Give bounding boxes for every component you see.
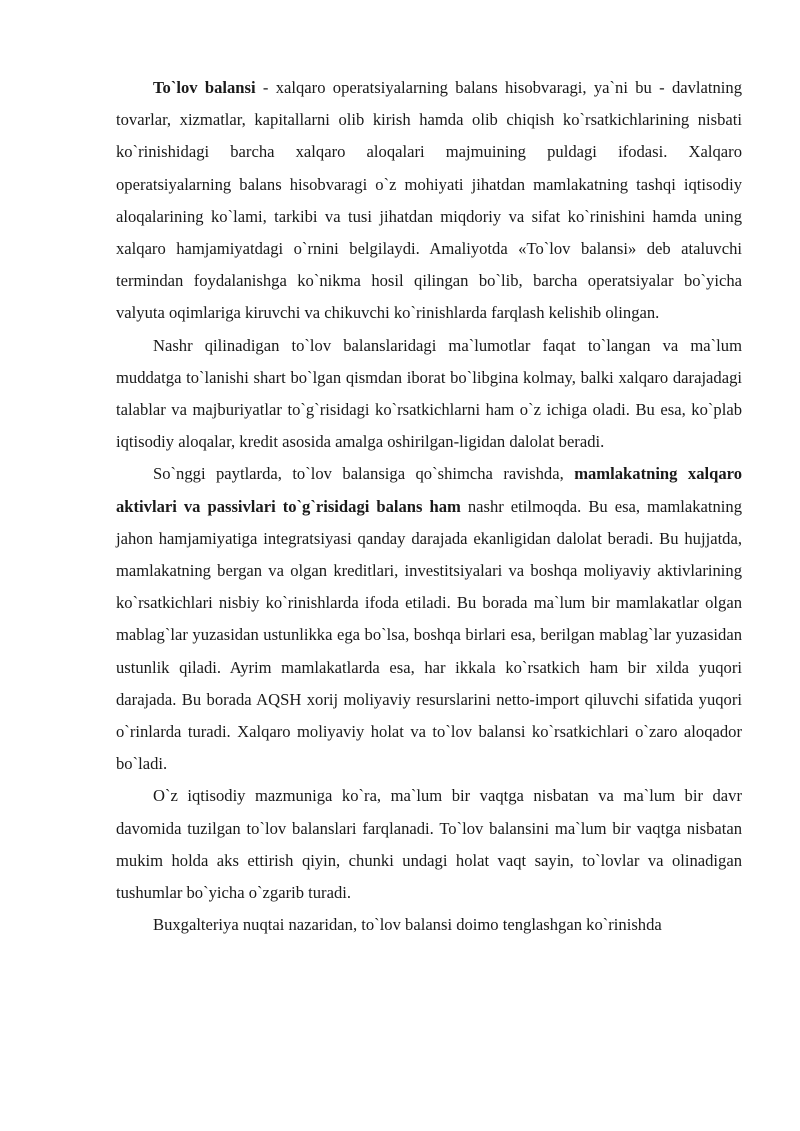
paragraph-2 xyxy=(116,330,742,459)
paragraph-4-text: O`z iqtisodiy mazmuniga ko`ra, ma`lum bir vaqtga nisbatan va ma`lum bir davr davomida tuzilgan to`lov balanslari farqlanadi. To`lov balansini ma`lum bir vaqtga nisbatan mukim holda aks ettirish qiyin, chunki undagi holat vaqt sayin, to`lovlar va olinadigan tushumlar bo`yicha o`zgarib turadi. xyxy=(116,786,742,903)
paragraph-5-text: Buxgalteriya nuqtai nazaridan, to`lov balansi doimo tenglashgan ko`rinishda xyxy=(153,915,662,935)
paragraph-5 xyxy=(116,909,742,941)
paragraph-3-text-after: nashr etilmoqda. Bu esa, mamlakatning jahon hamjamiyatiga integratsiyasi qanday darajada ekanligidan dalolat beradi. Bu hujjatda, mamlakatning bergan va olgan kreditlari, investitsiyalari va boshqa moliyaviy aktivlarining ko`rsatkichlari nisbiy ko`rinishlarda ifoda etiladi. Bu borada ma`lum bir mamlakatlar olgan mablag`lar yuzasidan ustunlikka ega bo`lsa, boshqa birlari esa, berilgan mablag`lar yuzasidan ustunlik qiladi. Ayrim mamlakatlarda esa, har ikkala ko`rsatkich ham bir xilda yuqori darajada. Bu borada AQSH xorij moliyaviy resurslarini netto-import qiluvchi sifatida yuqori o`rinlarda turadi. Xalqaro moliyaviy holat va to`lov balansi ko`rsatkichlari o`zaro aloqador bo`ladi. xyxy=(116,496,742,774)
paragraph-1 xyxy=(116,72,742,330)
paragraph-1-text: - xalqaro operatsiyalarning balans hisobvaragi, ya`ni bu - davlatning tovarlar, xizmatlar, kapitallarni olib kirish hamda olib chiqish ko`rsatkichlarining nisbati ko`rinishidagi barcha xalqaro aloqalari majmuining puldagi ifodasi. Xalqaro operatsiyalarning balans hisobvaragi o`z mohiyati jihatdan mamlakatning tashqi iqtisodiy aloqalarining ko`lami, tarkibi va tusi jihatdan miqdoriy va sifat ko`rinishini hamda uning xalqaro hamjamiyatdagi o`rnini belgilaydi. Amaliyotda «To`lov balansi» deb ataluvchi termindan foydalanishga ko`nikma hosil qilingan bo`lib, barcha operatsiyalar bo`yicha valyuta oqimlariga kiruvchi va chikuvchi ko`rinishlarda farqlash kelishib olingan. xyxy=(116,78,743,323)
term-aktivlar-passivlar-balansi: mamlakatning xalqaro aktivlari va passivlari to`g`risidagi balans ham xyxy=(116,464,742,516)
paragraph-4 xyxy=(116,780,742,909)
document-page xyxy=(116,72,742,941)
paragraph-3 xyxy=(116,458,742,780)
paragraph-2-text: Nashr qilinadigan to`lov balanslaridagi ma`lumotlar faqat to`langan va ma`lum muddatga to`lanishi shart bo`lgan qismdan iborat bo`libgina kolmay, balki xalqaro darajadagi talablar va majburiyatlar to`g`risidagi ko`rsatkichlarni ham o`z ichiga oladi. Bu esa, ko`plab iqtisodiy aloqalar, kredit asosida amalga oshirilgan-ligidan dalolat beradi. xyxy=(116,335,742,452)
paragraph-3-text-before: So`nggi paytlarda, to`lov balansiga qo`shimcha ravishda, xyxy=(153,464,575,484)
term-tolov-balansi: To`lov balansi xyxy=(153,78,256,97)
